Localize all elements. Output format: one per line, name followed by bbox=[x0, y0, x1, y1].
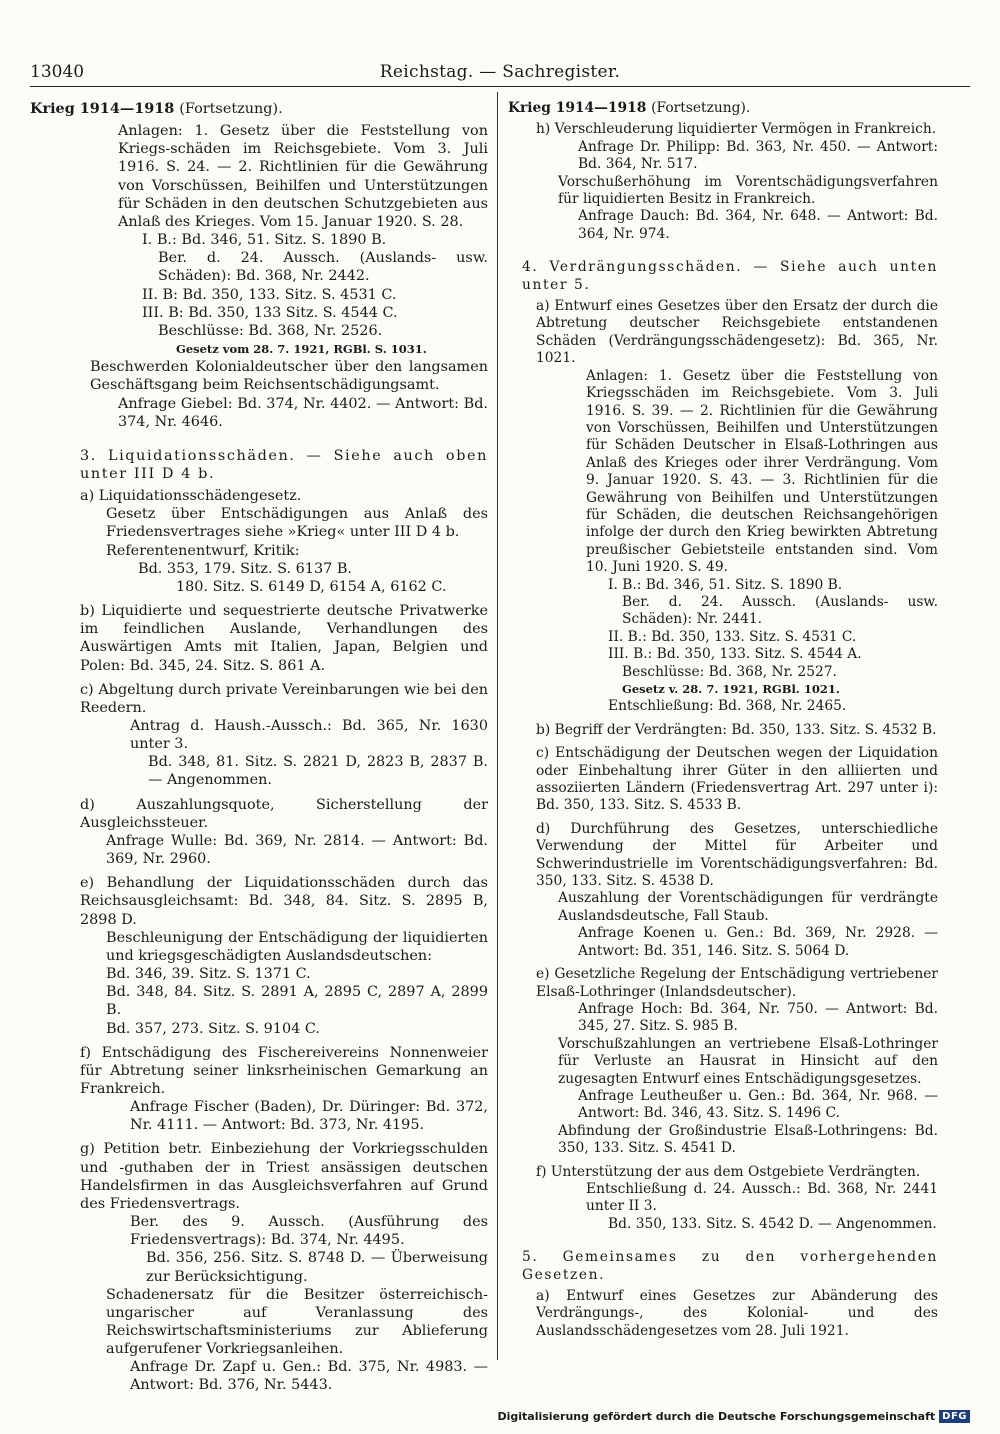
section-heading: 5. Gemeinsames zu den vorhergehenden Gesetzen. bbox=[522, 1249, 938, 1283]
digitization-credit bbox=[497, 1410, 970, 1423]
entry-line: a) Entwurf eines Gesetzes zur Abänderung des Verdrängungs-, des Kolonial- und des Auslandsschädengesetzes vom 28. Juli 1921. bbox=[536, 1288, 938, 1339]
entry-line: Anfrage Giebel: Bd. 374, Nr. 4402. — Antwort: Bd. 374, Nr. 4646. bbox=[118, 395, 488, 430]
entry-line: Anfrage Fischer (Baden), Dr. Düringer: Bd. 372, Nr. 4111. — Antwort: Bd. 373, Nr. 4195. bbox=[130, 1099, 488, 1134]
entry-line: a) Entwurf eines Gesetzes über den Ersatz der durch die Abtretung deutscher Reichsgebiete entstandenen Schäden (Verdrängungsschädengesetz): Bd. 365, Nr. 1021. bbox=[536, 298, 938, 367]
entry-line: II. B.: Bd. 350, 133. Sitz. S. 4531 C. bbox=[608, 628, 857, 645]
entry-line: h) Verschleuderung liquidierter Vermögen in Frankreich. bbox=[536, 121, 937, 138]
entry-line: Auszahlung der Vorentschädigungen für verdrängte Auslandsdeutsche, Fall Staub. bbox=[558, 890, 938, 924]
entry-line: Anfrage Koenen u. Gen.: Bd. 369, Nr. 2928. — Antwort: Bd. 351, 146. Sitz. S. 5064 D. bbox=[578, 925, 938, 959]
entry-line: III. B: Bd. 350, 133 Sitz. S. 4544 C. bbox=[142, 304, 398, 321]
section-heading: 4. Verdrängungsschäden. — Siehe auch unten unter 5. bbox=[522, 259, 938, 293]
entry-line: e) Gesetzliche Regelung der Entschädigung vertriebener Elsaß-Lothringer (Inlandsdeutscher). bbox=[536, 966, 938, 1000]
left-heading bbox=[30, 100, 488, 118]
entry-line: Anlagen: 1. Gesetz über die Feststellung von Kriegs-schäden im Reichsgebiete. Vom 3. Juli 1916. S. 24. — 2. Richtlinien für die Gewährung von Vorschüssen, Beihilfen und Unterstützungen für Schäden in den deutschen Schutzgebieten aus Anlaß des Krieges. Vom 15. Januar 1920. S. 28. bbox=[118, 123, 488, 230]
right-heading-title: Krieg 1914—1918 bbox=[508, 100, 647, 116]
left-column bbox=[30, 100, 488, 1395]
entry-line: Ber. d. 24. Aussch. (Auslands- usw. Schäden): Bd. 368, Nr. 2442. bbox=[158, 250, 488, 285]
left-heading-cont: (Fortsetzung). bbox=[179, 101, 283, 117]
right-column bbox=[508, 100, 938, 1340]
entry-line: Anfrage Dr. Zapf u. Gen.: Bd. 375, Nr. 4983. — Antwort: Bd. 376, Nr. 5443. bbox=[130, 1359, 488, 1394]
entry-line: Bd. 353, 179. Sitz. S. 6137 B. bbox=[138, 560, 352, 577]
entry-line: Anfrage Hoch: Bd. 364, Nr. 750. — Antwort: Bd. 345, 27. Sitz. S. 985 B. bbox=[578, 1000, 938, 1035]
entry-line: Vorschußerhöhung im Vorentschädigungsverfahren für liquidierten Besitz in Frankreich. bbox=[558, 173, 938, 208]
entry-line: Ber. d. 24. Aussch. (Auslands- usw. Schäden): Nr. 2441. bbox=[622, 593, 938, 628]
entry-line: g) Petition betr. Einbeziehung der Vorkriegsschulden und -guthaben der in Triest ansässigen deutschen Handelsfirmen in das Ausgleichsverfahren auf Grund des Friedensvertrags. bbox=[80, 1141, 488, 1212]
entry-line: f) Entschädigung des Fischereivereins Nonnenweier für Abtretung seiner linksrheinischen Gemarkung an Frankreich. bbox=[80, 1044, 488, 1097]
entry-line: Schadenersatz für die Besitzer österreichisch-ungarischer auf Veranlassung des Reichswirtschaftsministeriums zur Ablieferung aufgerufener Vorkriegsanleihen. bbox=[106, 1286, 488, 1358]
entry-line: b) Liquidierte und sequestrierte deutsche Privatwerke im feindlichen Auslande, Verhandlungen des Auswärtigen Amts mit Italien, Japan, Belgien und Polen: Bd. 345, 24. Sitz. S. 861 A. bbox=[80, 603, 488, 674]
entry-line: Referentenentwurf, Kritik: bbox=[106, 542, 300, 559]
dfg-logo-icon: DFG bbox=[939, 1410, 970, 1423]
entry-line: Anlagen: 1. Gesetz über die Feststellung von Kriegsschäden im Reichsgebiete. Vom 3. Juli 1916. S. 39. — 2. Richtlinien für die Gewährung von Vorschüssen, Beihilfen und Unterstützungen für Schäden Deutscher in Elsaß-Lothringen aus Anlaß des Krieges oder ihrer Verdrängung. Vom 9. Januar 1920. S. 43. — 3. Richtlinien für die Gewährung von Beihilfen und Unterstützungen für Schäden, die deutschen Reichsangehörigen infolge der durch den Krieg bewirkten Abtretung preußischer Gebietsteile entstanden sind. Vom 10. Juni 1920. S. 49. bbox=[586, 367, 938, 576]
entry-line: Entschließung d. 24. Aussch.: Bd. 368, Nr. 2441 unter II 3. bbox=[586, 1180, 938, 1215]
entry-line: Beschwerden Kolonialdeutscher über den langsamen Geschäftsgang beim Reichsentschädigungsamt. bbox=[90, 359, 488, 394]
entry-line: II. B: Bd. 350, 133. Sitz. S. 4531 C. bbox=[142, 286, 397, 303]
entry-line: Beschlüsse: Bd. 368, Nr. 2527. bbox=[622, 663, 837, 680]
entry-line: Bd. 357, 273. Sitz. S. 9104 C. bbox=[106, 1020, 320, 1037]
entry-line: c) Abgeltung durch private Vereinbarungen wie bei den Reedern. bbox=[80, 681, 488, 716]
right-heading bbox=[508, 100, 938, 117]
entry-line: Ber. des 9. Aussch. (Ausführung des Friedensvertrags): Bd. 374, Nr. 4495. bbox=[130, 1214, 488, 1249]
entry-line: III. B.: Bd. 350, 133. Sitz. S. 4544 A. bbox=[608, 646, 862, 663]
page-number: 13040 bbox=[30, 62, 85, 82]
entry-line: Antrag d. Haush.-Aussch.: Bd. 365, Nr. 1630 unter 3. bbox=[130, 718, 488, 753]
entry-line: a) Liquidationsschädengesetz. bbox=[80, 488, 302, 505]
entry-line: Bd. 356, 256. Sitz. S. 8748 D. — Überweisung zur Berücksichtigung. bbox=[146, 1250, 488, 1285]
entry-line: Anfrage Dr. Philipp: Bd. 363, Nr. 450. — Antwort: Bd. 364, Nr. 517. bbox=[578, 138, 938, 173]
entry-line: 180. Sitz. S. 6149 D, 6154 A, 6162 C. bbox=[176, 578, 447, 595]
entry-line: Anfrage Wulle: Bd. 369, Nr. 2814. — Antwort: Bd. 369, Nr. 2960. bbox=[106, 832, 488, 868]
law-reference: Gesetz vom 28. 7. 1921, RGBl. S. 1031. bbox=[176, 342, 427, 357]
entry-line: Beschleunigung der Entschädigung der liquidierten und kriegsgeschädigten Auslandsdeutschen: bbox=[106, 929, 488, 964]
entry-line: Abfindung der Großindustrie Elsaß-Lothringens: Bd. 350, 133. Sitz. S. 4541 D. bbox=[558, 1122, 938, 1157]
entry-line: Gesetz über Entschädigungen aus Anlaß des Friedensvertrages siehe »Krieg« unter III D 4 b. bbox=[106, 506, 488, 541]
entry-line: Entschließung: Bd. 368, Nr. 2465. bbox=[608, 698, 847, 715]
entry-line: Anfrage Leutheußer u. Gen.: Bd. 364, Nr. 968. — Antwort: Bd. 346, 43. Sitz. S. 1496 C. bbox=[578, 1087, 938, 1122]
entry-line: d) Durchführung des Gesetzes, unterschiedliche Verwendung der Mittel für Arbeiter und Schwerindustrielle im Vorentschädigungsverfahren: Bd. 350, 133. Sitz. S. 4538 D. bbox=[536, 820, 938, 890]
law-reference: Gesetz v. 28. 7. 1921, RGBl. 1021. bbox=[622, 682, 840, 696]
credit-text: Digitalisierung gefördert durch die Deutsche Forschungsgemeinschaft bbox=[497, 1410, 936, 1423]
entry-line: Bd. 350, 133. Sitz. S. 4542 D. — Angenommen. bbox=[608, 1215, 937, 1232]
left-heading-title: Krieg 1914—1918 bbox=[30, 100, 175, 117]
column-divider bbox=[497, 92, 498, 1360]
entry-line: Beschlüsse: Bd. 368, Nr. 2526. bbox=[158, 322, 383, 339]
page-header bbox=[30, 60, 970, 87]
entry-line: d) Auszahlungsquote, Sicherstellung der Ausgleichssteuer. bbox=[80, 796, 488, 831]
entry-line: I. B.: Bd. 346, 51. Sitz. S. 1890 B. bbox=[142, 232, 387, 249]
section-heading: 3. Liquidationsschäden. — Siehe auch oben unter III D 4 b. bbox=[80, 447, 488, 482]
entry-line: Anfrage Dauch: Bd. 364, Nr. 648. — Antwort: Bd. 364, Nr. 974. bbox=[578, 208, 938, 242]
entry-line: I. B.: Bd. 346, 51. Sitz. S. 1890 B. bbox=[608, 576, 843, 593]
right-heading-cont: (Fortsetzung). bbox=[651, 100, 751, 116]
entry-line: Bd. 348, 84. Sitz. S. 2891 A, 2895 C, 2897 A, 2899 B. bbox=[106, 984, 488, 1019]
running-title: Reichstag. — Sachregister. bbox=[379, 62, 621, 82]
entry-line: Bd. 348, 81. Sitz. S. 2821 D, 2823 B, 2837 B. — Angenommen. bbox=[148, 754, 488, 789]
entry-line: f) Unterstützung der aus dem Ostgebiete Verdrängten. bbox=[536, 1163, 921, 1180]
entry-line: e) Behandlung der Liquidationsschäden durch das Reichsausgleichsamt: Bd. 348, 84. Sitz. S. 2895 B, 2898 D. bbox=[80, 875, 488, 928]
entry-line: b) Begriff der Verdrängten: Bd. 350, 133. Sitz. S. 4532 B. bbox=[536, 721, 937, 738]
entry-line: c) Entschädigung der Deutschen wegen der Liquidation oder Einbehaltung ihrer Güter in den alliierten und assoziierten Ländern (Friedensvertrag Art. 297 unter i): Bd. 350, 133. Sitz. S. 4533 B. bbox=[536, 745, 938, 814]
entry-line: Bd. 346, 39. Sitz. S. 1371 C. bbox=[106, 966, 311, 983]
entry-line: Vorschußzahlungen an vertriebene Elsaß-Lothringer für Verluste an Hausrat in Hinsicht auf den zugesagten Entwurf eines Entschädigungsgesetzes. bbox=[558, 1035, 938, 1087]
